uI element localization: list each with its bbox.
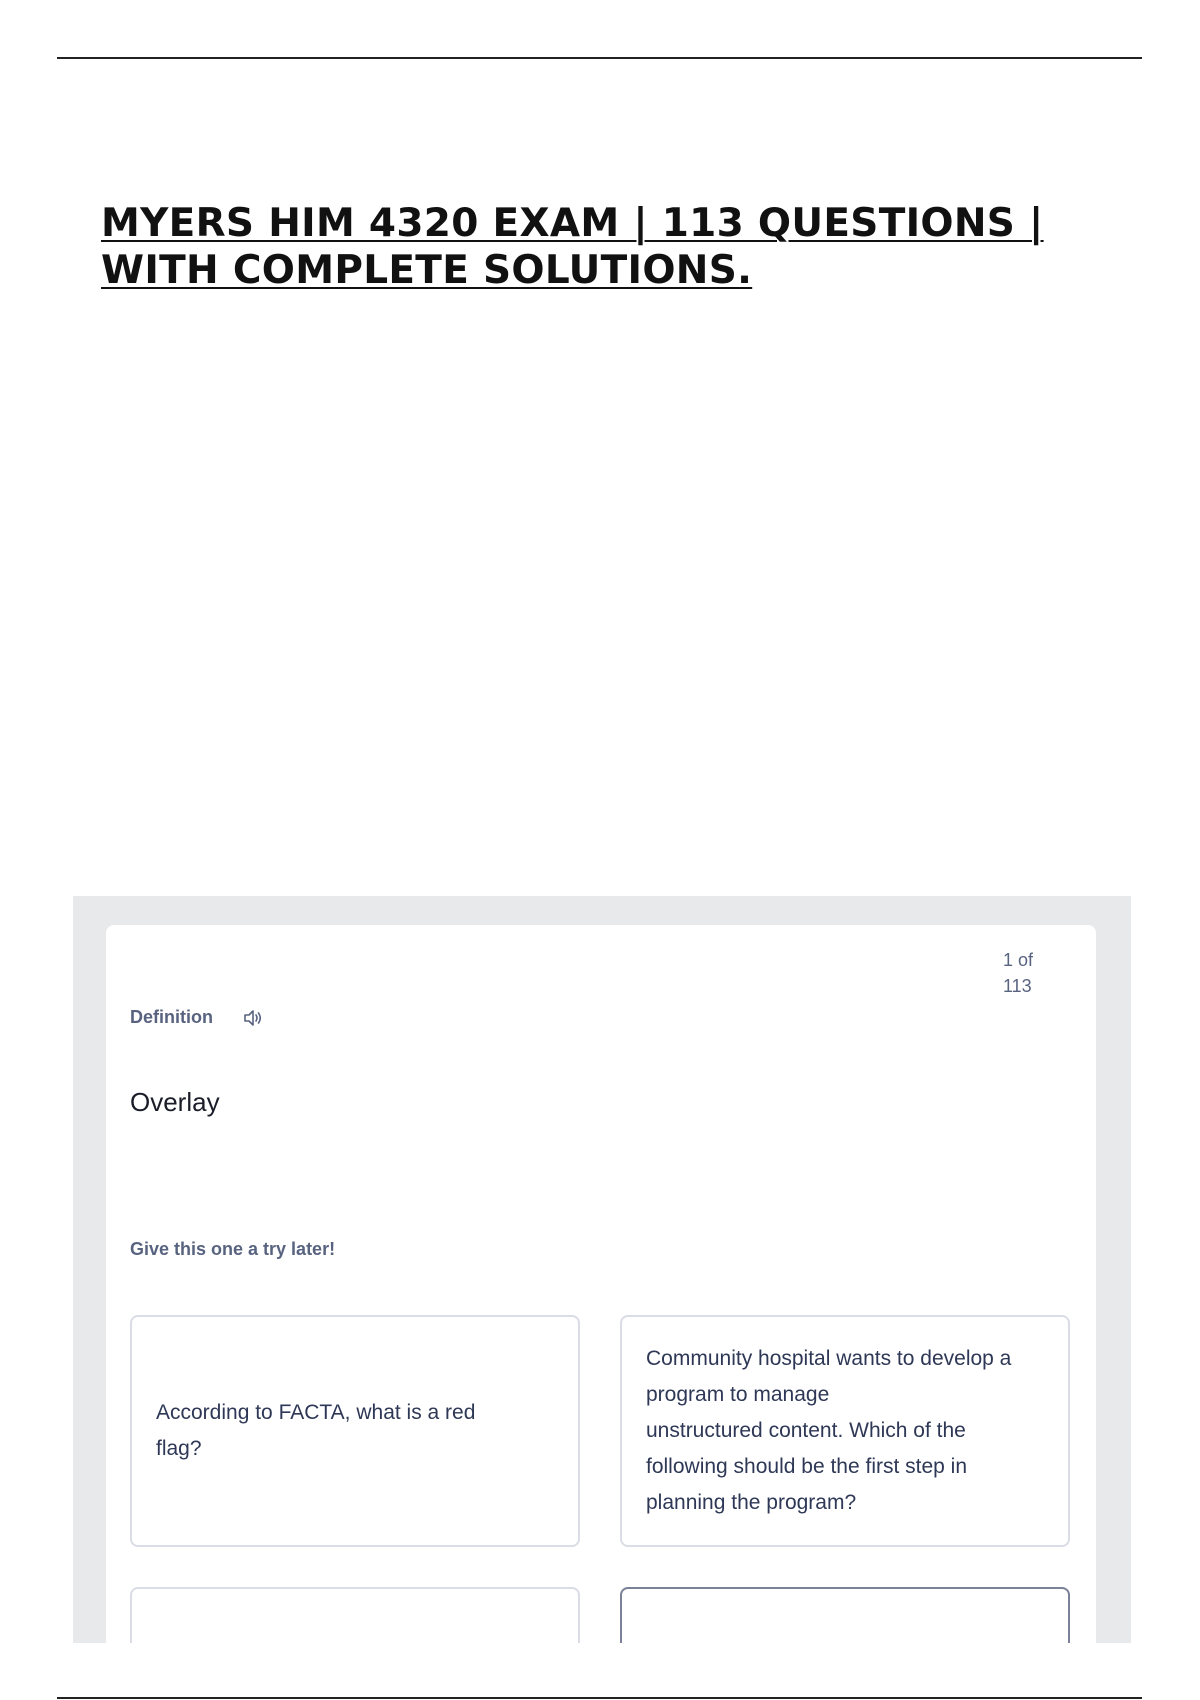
- answer-option-2[interactable]: [620, 1315, 1070, 1547]
- answer-option-1[interactable]: [130, 1315, 580, 1547]
- answer-option-3[interactable]: [130, 1587, 580, 1643]
- term-label-row: [130, 1007, 263, 1028]
- flashcard-card: [106, 925, 1096, 1643]
- flashcard-term: Overlay: [130, 1087, 220, 1117]
- try-later-hint: Give this one a try later!: [130, 1239, 336, 1259]
- answer-option-text: Community hospital wants to develop a program to manage unstructured content. Which of the following should be the first step in planning the program?: [646, 1347, 1012, 1514]
- document-title: MYERS HIM 4320 EXAM | 113 QUESTIONS | WITH COMPLETE SOLUTIONS.: [101, 201, 1044, 293]
- definition-label: Definition: [130, 1007, 213, 1027]
- counter-text: 1 of 113: [1003, 950, 1034, 996]
- flashcard-screenshot: [73, 896, 1131, 1643]
- question-counter: [1003, 947, 1063, 999]
- speaker-icon[interactable]: [243, 1009, 263, 1027]
- footer-rule: [57, 1697, 1142, 1699]
- header-rule: [57, 57, 1142, 59]
- answer-option-text: According to FACTA, what is a red flag?: [156, 1401, 476, 1460]
- answer-option-4[interactable]: [620, 1587, 1070, 1643]
